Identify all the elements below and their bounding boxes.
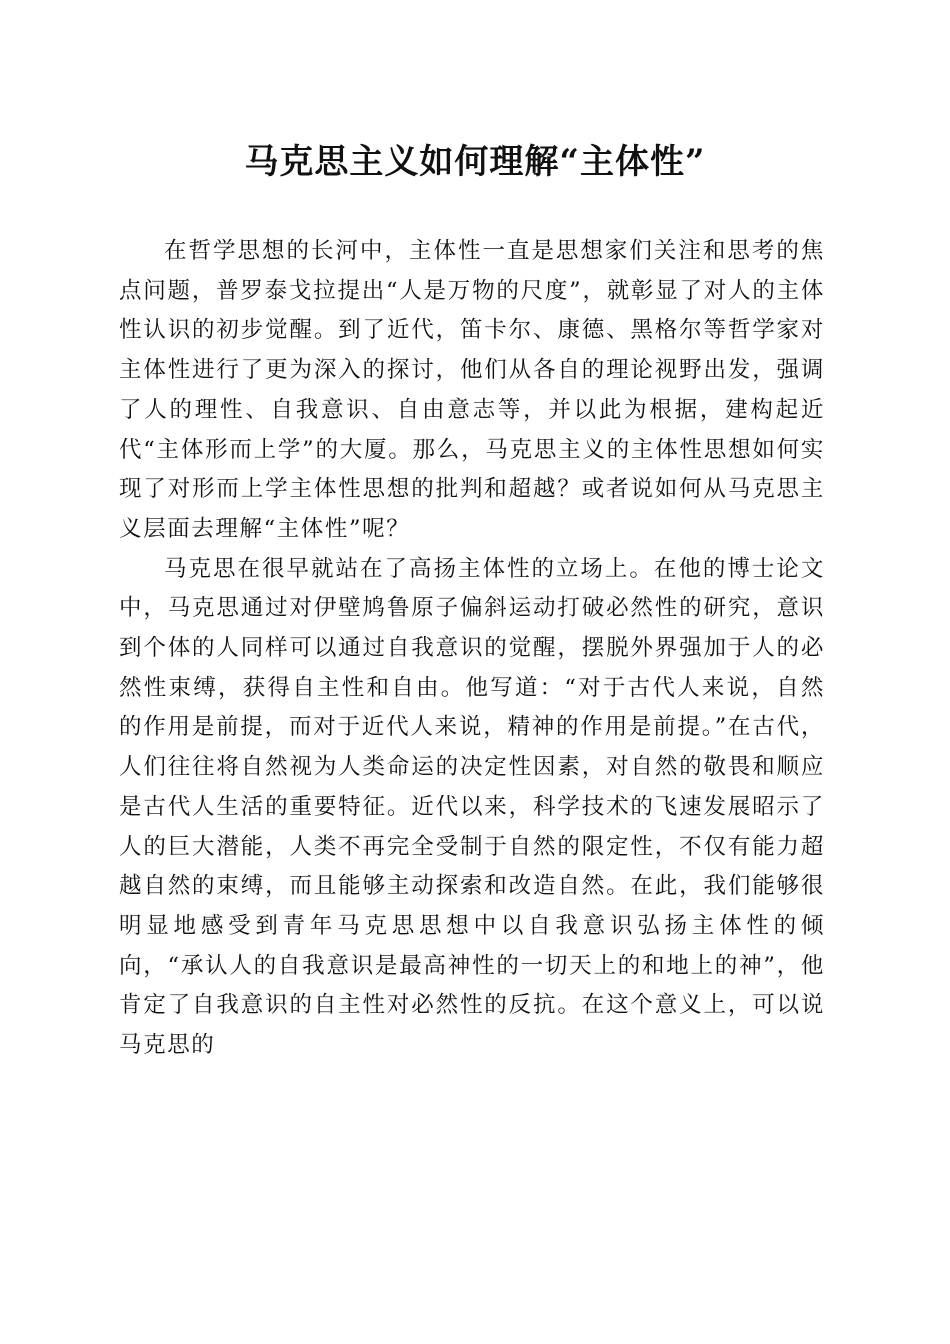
paragraph-1: 在哲学思想的长河中，主体性一直是思想家们关注和思考的焦点问题，普罗泰戈拉提出“人是万物的尺度”，就彰显了对人的主体性认识的初步觉醒。到了近代，笛卡尔、康德、黑格尔等哲学家对主体性进行了更为深入的探讨，他们从各自的理论视野出发，强调了人的理性、自我意识、自由意志等，并以此为根据，建构起近代“主体形而上学”的大厦。那么，马克思主义的主体性思想如何实现了对形而上学主体性思想的批判和超越？或者说如何从马克思主义层面去理解“主体性”呢？ (119, 238, 825, 542)
document-title: 马克思主义如何理解“主体性” (244, 142, 706, 182)
document-body (119, 232, 825, 1066)
paragraph-2: 马克思在很早就站在了高扬主体性的立场上。在他的博士论文中，马克思通过对伊壁鸠鲁原子偏斜运动打破必然性的研究，意识到个体的人同样可以通过自我意识的觉醒，摆脱外界强加于人的必然性束缚，获得自主性和自由。他写道：“对于古代人来说，自然的作用是前提，而对于近代人来说，精神的作用是前提。”在古代，人们往往将自然视为人类命运的决定性因素，对自然的敬畏和顺应是古代人生活的重要特征。近代以来，科学技术的飞速发展昭示了人的巨大潜能，人类不再完全受制于自然的限定性，不仅有能力超越自然的束缚，而且能够主动探索和改造自然。在此，我们能够很明显地感受到青年马克思思想中以自我意识弘扬主体性的倾向，“承认人的自我意识是最高神性的一切天上的和地上的神”，他肯定了自我意识的自主性对必然性的反抗。在这个意义上，可以说马克思的 (119, 555, 825, 1059)
